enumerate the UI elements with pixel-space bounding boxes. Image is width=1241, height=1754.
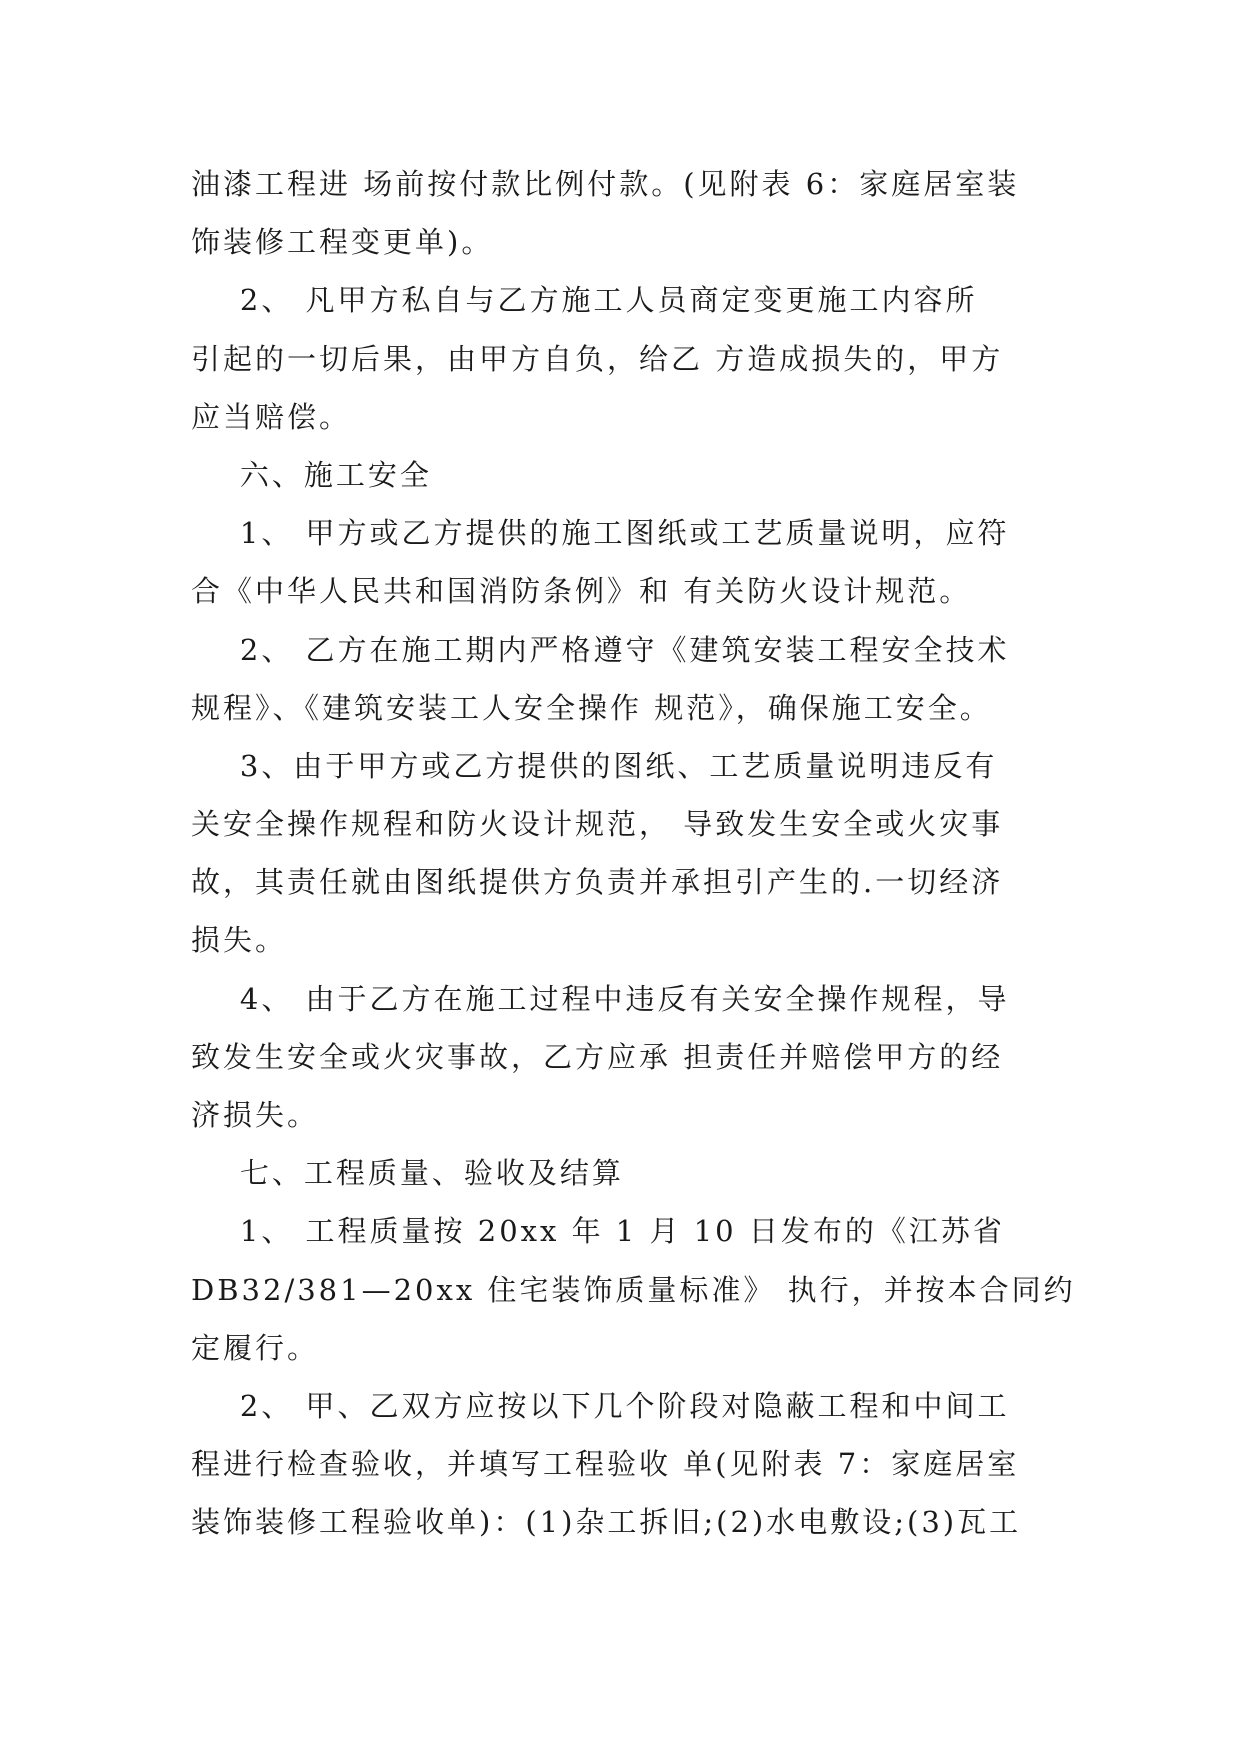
text-line: 3、由于甲方或乙方提供的图纸、工艺质量说明违反有 (191, 748, 998, 783)
text-line: 定履行。 (191, 1330, 320, 1365)
text-line: 程进行检查验收，并填写工程验收 单(见附表 7：家庭居室 (191, 1447, 1020, 1482)
section-heading: 七、工程质量、验收及结算 (191, 1156, 624, 1191)
text-line: 2、 凡甲方私自与乙方施工人员商定变更施工内容所 (191, 283, 978, 318)
text-line: 损失。 (191, 923, 288, 958)
text-line: 致发生安全或火灾事故，乙方应承 担责任并赔偿甲方的经 (191, 1039, 1004, 1074)
text-line: 引起的一切后果，由甲方自负，给乙 方造成损失的，甲方 (191, 341, 1004, 376)
text-line: 1、 甲方或乙方提供的施工图纸或工艺质量说明，应符 (191, 516, 1010, 551)
text-line: 济损失。 (191, 1098, 320, 1132)
text-line: 合《中华人民共和国消防条例》和 有关防火设计规范。 (191, 574, 972, 609)
document-body (191, 155, 1076, 1552)
text-line: 故，其责任就由图纸提供方负责并承担引产生的.一切经济 (191, 865, 1004, 900)
text-line: 关安全操作规程和防火设计规范， 导致发生安全或火灾事 (191, 807, 1004, 842)
text-line: 饰装修工程变更单)。 (191, 225, 494, 260)
text-line: 4、 由于乙方在施工过程中违反有关安全操作规程，导 (191, 981, 1010, 1016)
section-heading: 六、施工安全 (191, 457, 432, 492)
text-line: 装饰装修工程验收单)：(1)杂工拆旧;(2)水电敷设;(3)瓦工 (191, 1505, 1022, 1540)
text-line: 1、 工程质量按 20xx 年 1 月 10 日发布的《江苏省 (191, 1214, 1005, 1249)
text-line: 2、 甲、乙双方应按以下几个阶段对隐蔽工程和中间工 (191, 1388, 1010, 1423)
text-line: 应当赔偿。 (191, 399, 352, 434)
text-line: 油漆工程进 场前按付款比例付款。(见附表 6：家庭居室装 (191, 167, 1020, 201)
text-line: DB32/381—20xx 住宅装饰质量标准》 执行，并按本合同约 (191, 1272, 1076, 1307)
text-line: 规程》、《建筑安装工人安全操作 规范》，确保施工安全。 (191, 690, 992, 725)
text-line: 2、 乙方在施工期内严格遵守《建筑安装工程安全技术 (191, 632, 1010, 667)
